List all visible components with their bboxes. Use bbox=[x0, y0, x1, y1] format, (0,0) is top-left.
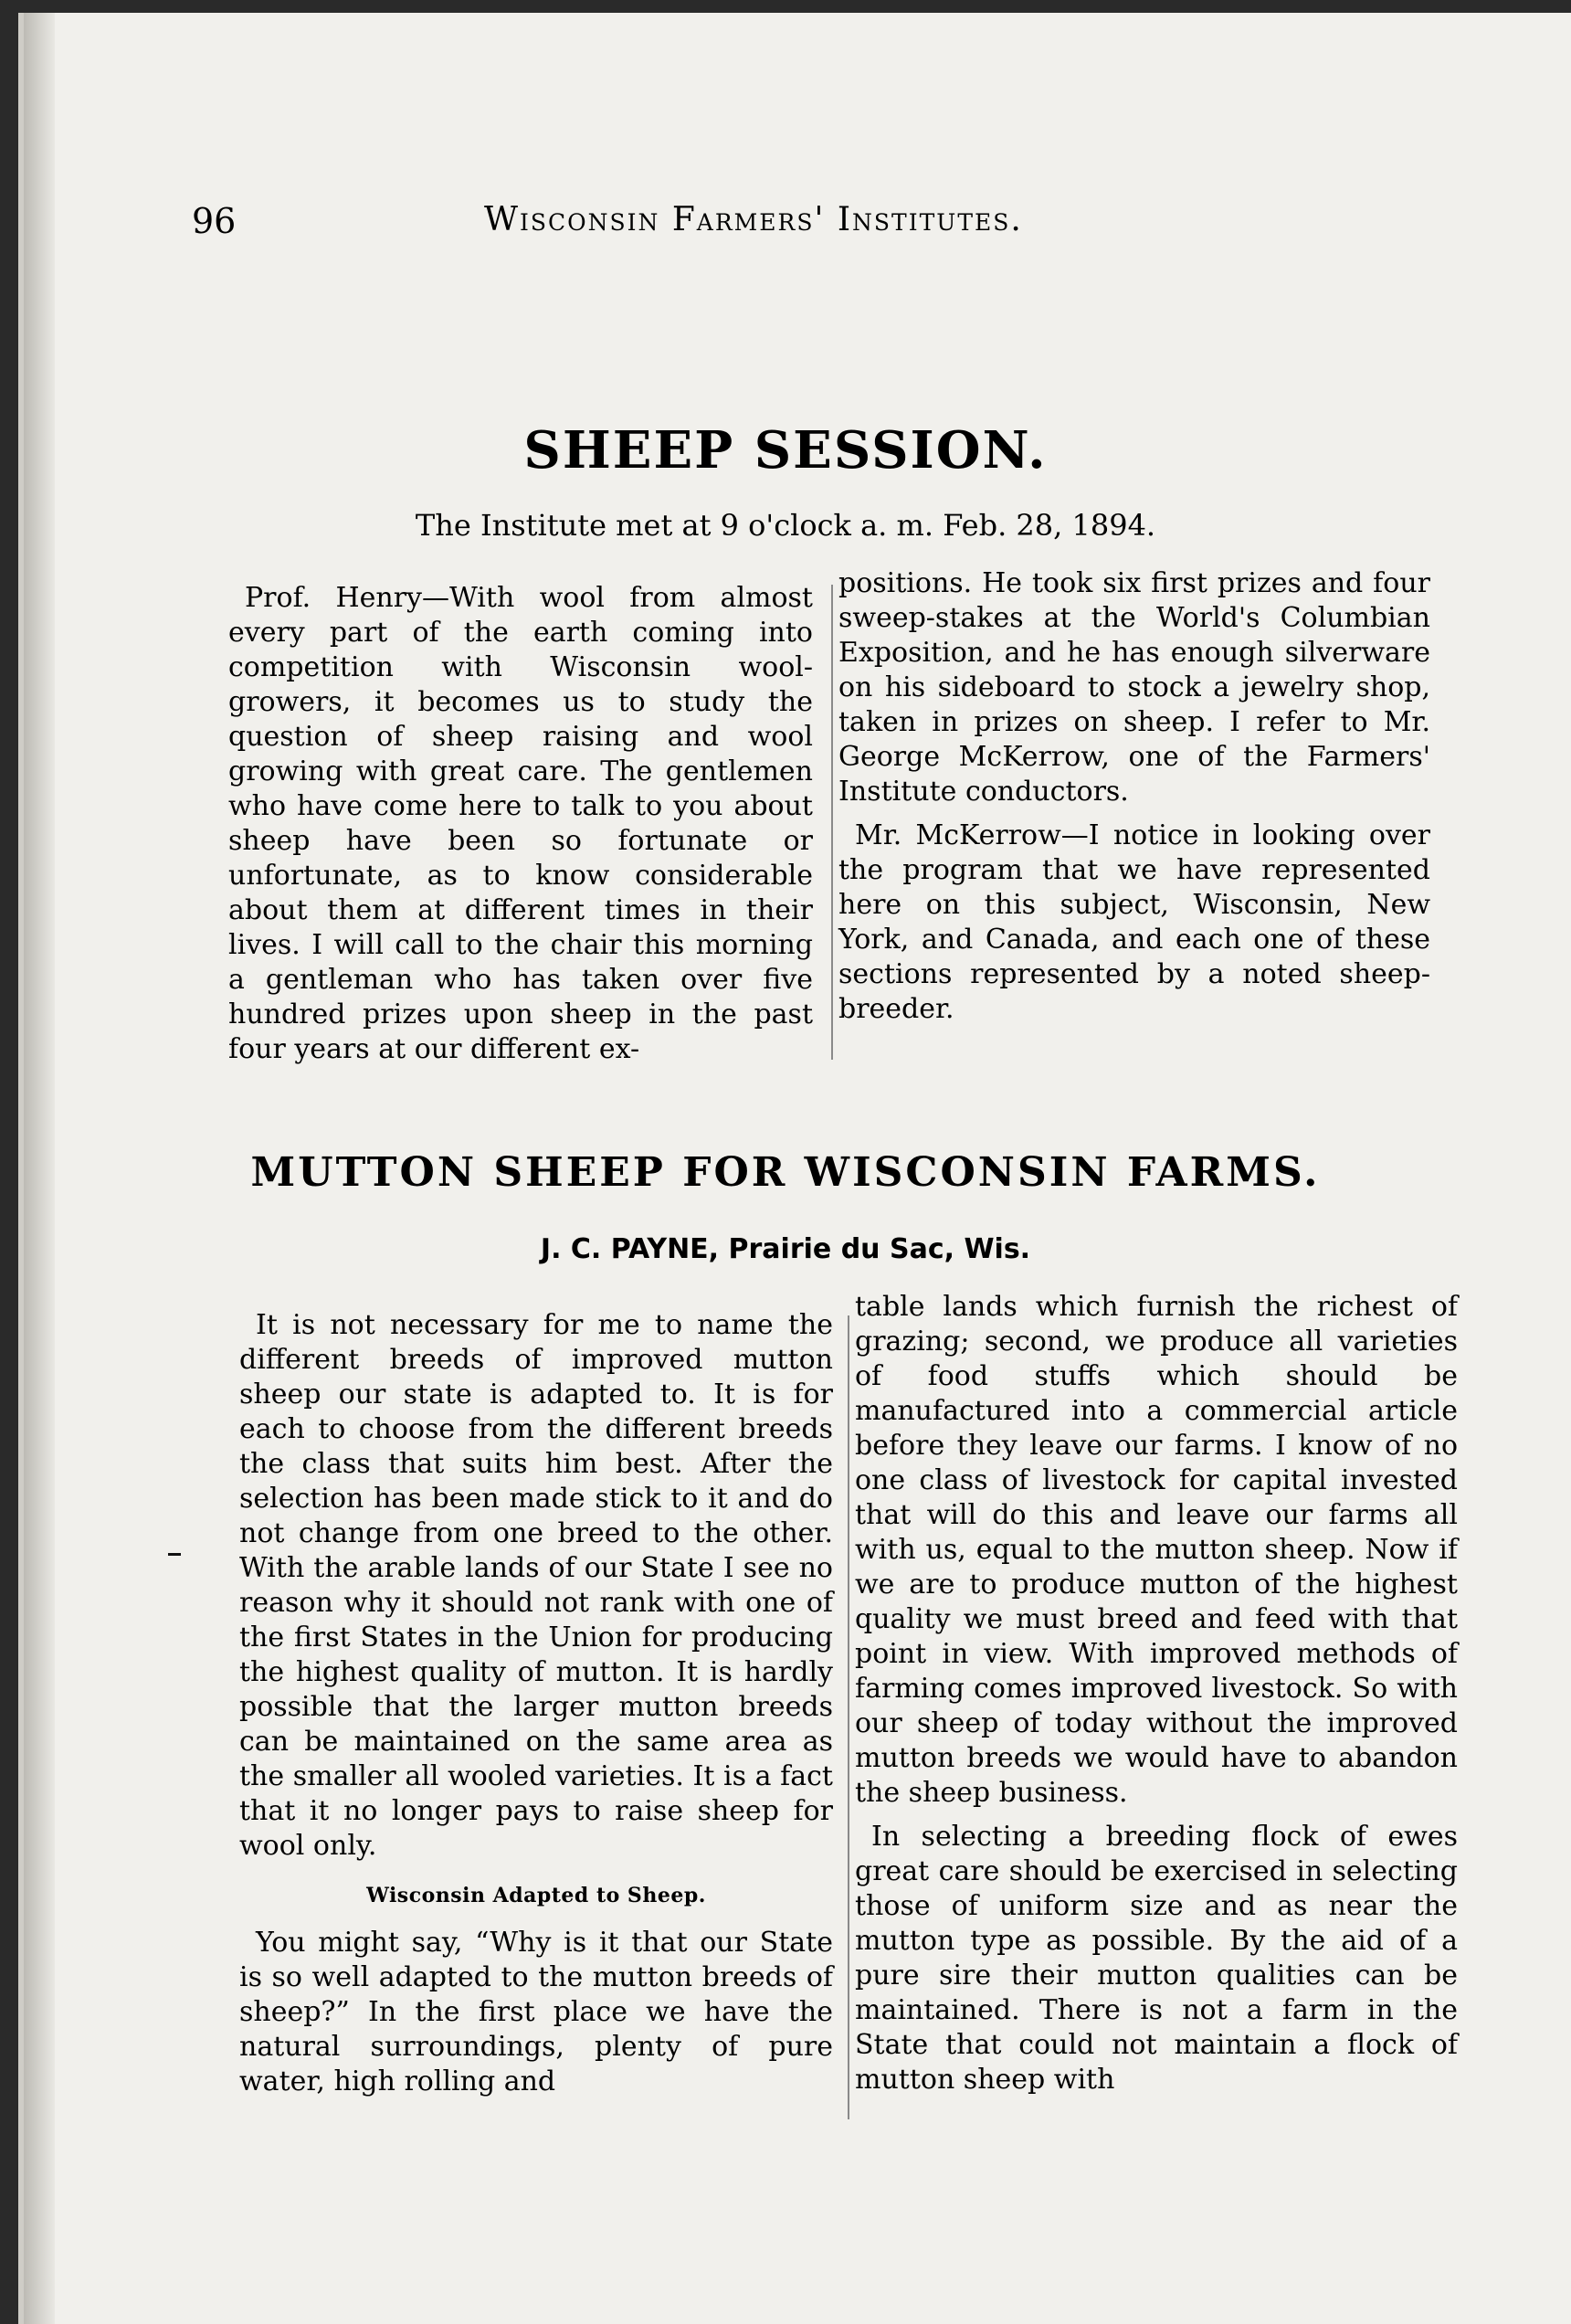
column-divider bbox=[831, 585, 833, 1060]
page-number: 96 bbox=[192, 201, 237, 241]
article-left-column bbox=[239, 1308, 833, 2099]
session-right-paragraph: Mr. McKerrow—I notice in looking over the program that we have represented here on this subject, Wisconsin, New York, and Canada, and each one of these sections represented by a noted sheep-breeder. bbox=[838, 819, 1430, 1025]
session-title: SHEEP SESSION. bbox=[523, 420, 1048, 481]
article-right-paragraph: table lands which furnish the richest of grazing; second, we produce all varieties of food stuffs which should be manufactured into a commercial article before they leave our farms. I know of no one class of livestock for capital invested that will do this and leave our farms all with us, equal to the mutton sheep. Now if we are to produce mutton of the highest quality we must breed and feed with that point in view. With improved methods of farming comes improved livestock. So with our sheep of today without the improved mutton breeds we would have to abandon the sheep business. bbox=[855, 1291, 1458, 1809]
session-left-paragraph: Prof. Henry—With wool from almost every part of the earth coming into competition with Wisconsin wool-growers, it becomes us to study the question of sheep raising and wool growing with great care. The gentlemen who have come here to talk to you about sheep have been so fortunate or unfortunate, as to know considerable about them at different times in their lives. I will call to the chair this morning a gentleman who has taken over five hundred prizes upon sheep in the past four years at our different ex- bbox=[228, 582, 813, 1065]
running-head: Wisconsin Farmers' Institutes. bbox=[484, 201, 1023, 238]
session-subtitle: The Institute met at 9 o'clock a. m. Feb. 28, 1894. bbox=[415, 508, 1156, 543]
column-divider bbox=[848, 1315, 849, 2119]
session-right-paragraph: positions. He took six first prizes and four sweep-stakes at the World's Columbian Exposition, and he has enough silverware on his sideboard to stock a jewelry shop, taken in prizes on sheep. I refer to Mr. George McKerrow, one of the Farmers' Institute conductors. bbox=[838, 567, 1430, 808]
margin-mark bbox=[168, 1553, 181, 1556]
session-right-column bbox=[838, 566, 1430, 1027]
article-author: J. C. PAYNE, Prairie du Sac, Wis. bbox=[540, 1233, 1031, 1265]
session-left-column bbox=[228, 581, 813, 1067]
article-subheading: Wisconsin Adapted to Sheep. bbox=[366, 1884, 706, 1907]
article-right-paragraph: In selecting a breeding flock of ewes great care should be exercised in selecting those of uniform size and as near the mutton type as possible. By the aid of a pure sire their mutton qualities can be maintained. There is not a farm in the State that could not maintain a flock of mutton sheep with bbox=[855, 1821, 1458, 2096]
article-left-paragraph: You might say, “Why is it that our State is so well adapted to the mutton breeds of sheep?” In the first place we have the natural surroundings, plenty of pure water, high rolling and bbox=[239, 1927, 833, 2097]
article-right-column bbox=[855, 1290, 1458, 2097]
page-header bbox=[192, 201, 1160, 256]
article-left-paragraph: It is not necessary for me to name the different breeds of improved mutton sheep our state is adapted to. It is for each to choose from the different breeds the class that suits him best. After the selection has been made stick to it and do not change from one breed to the other. With the arable lands of our State I see no reason why it should not rank with one of the first States in the Union for producing the highest quality of mutton. It is hardly possible that the larger mutton breeds can be maintained on the same area as the smaller all wooled varieties. It is a fact that it no longer pays to raise sheep for wool only. bbox=[239, 1309, 833, 1862]
article-title: MUTTON SHEEP FOR WISCONSIN FARMS. bbox=[250, 1149, 1321, 1196]
